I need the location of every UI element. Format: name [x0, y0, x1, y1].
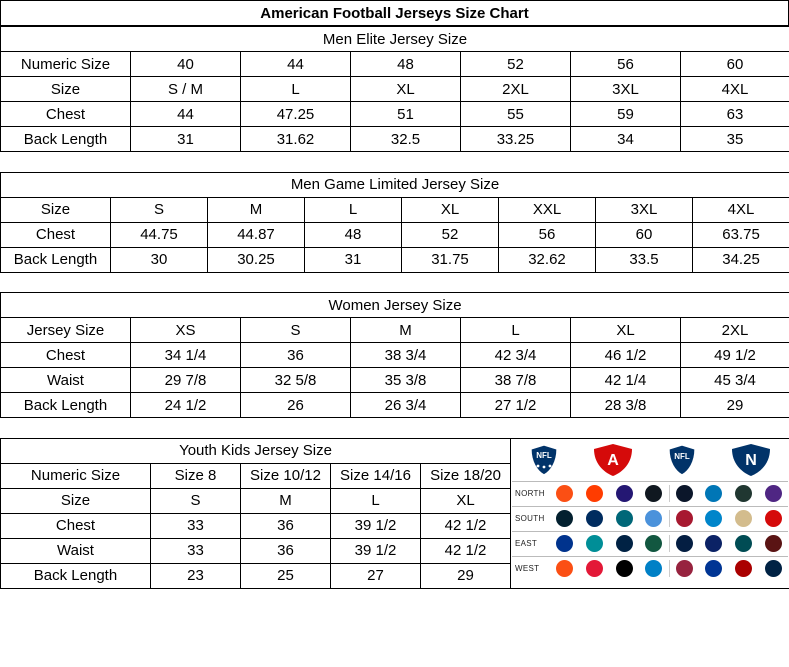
cell: 63.75 [693, 222, 789, 247]
cell: S [241, 318, 351, 343]
cell: XXL [499, 197, 596, 222]
team-logo-lions [705, 485, 722, 502]
cell: 51 [351, 102, 461, 127]
cell: 44.75 [111, 222, 208, 247]
cell: L [241, 77, 351, 102]
cell: 3XL [596, 197, 693, 222]
nfc-west-team-logos [670, 560, 789, 577]
cell: 47.25 [241, 102, 351, 127]
cell: 23 [151, 563, 241, 588]
team-logo-dolphins [586, 535, 603, 552]
cell: 32.5 [351, 127, 461, 152]
cell: M [351, 318, 461, 343]
row-label: Back Length [1, 127, 131, 152]
cell: 2XL [461, 77, 571, 102]
team-logo-texans [556, 510, 573, 527]
cell: XL [421, 488, 511, 513]
division-label: SOUTH [515, 514, 545, 523]
cell: S / M [131, 77, 241, 102]
table-row [1, 102, 789, 127]
cell: 48 [305, 222, 402, 247]
cell: 52 [461, 52, 571, 77]
table-women [0, 292, 789, 438]
cell: 40 [131, 52, 241, 77]
row-label: Chest [1, 513, 151, 538]
division-label: NORTH [515, 489, 545, 498]
cell: 28 3/8 [571, 393, 681, 418]
cell: 60 [596, 222, 693, 247]
team-logo-packers [735, 485, 752, 502]
team-logo-titans [645, 510, 662, 527]
afc-south-team-logos [550, 510, 670, 527]
svg-text:N: N [744, 451, 757, 469]
cell: L [305, 197, 402, 222]
row-label: Chest [1, 343, 131, 368]
cell: XL [571, 318, 681, 343]
table-row [1, 318, 789, 343]
division-row-west [512, 556, 788, 581]
cell: 34 [571, 127, 681, 152]
cell: 31 [305, 247, 402, 272]
team-logo-patriots [616, 535, 633, 552]
afc-west-team-logos [550, 560, 670, 577]
cell: 59 [571, 102, 681, 127]
division-row-north [512, 481, 788, 506]
cell: 36 [241, 538, 331, 563]
cell: Size 18/20 [421, 463, 511, 488]
team-logo-colts [586, 510, 603, 527]
division-label: WEST [515, 564, 540, 573]
table-row [1, 368, 789, 393]
cell: L [461, 318, 571, 343]
table-row [1, 343, 789, 368]
team-logo-falcons [676, 510, 693, 527]
cell: 42 3/4 [461, 343, 571, 368]
cell: 55 [461, 102, 571, 127]
team-logo-chiefs [586, 560, 603, 577]
section-title-youth-kids: Youth Kids Jersey Size [1, 438, 511, 463]
cell: 42 1/4 [571, 368, 681, 393]
team-logo-eagles [735, 535, 752, 552]
cell: 29 7/8 [131, 368, 241, 393]
conference-header-row [512, 443, 788, 481]
team-logo-raiders [616, 560, 633, 577]
cell: Size 10/12 [241, 463, 331, 488]
team-logo-buccaneers [765, 510, 782, 527]
table-row [1, 197, 789, 222]
cell: 31.75 [402, 247, 499, 272]
cell: 36 [241, 343, 351, 368]
cell: 52 [402, 222, 499, 247]
cell: M [208, 197, 305, 222]
cell: 46 1/2 [571, 343, 681, 368]
cell: L [331, 488, 421, 513]
table-men-elite [0, 26, 789, 172]
team-logo-jets [645, 535, 662, 552]
cell: 33.5 [596, 247, 693, 272]
table-youth-kids [0, 438, 789, 589]
team-logo-steelers [645, 485, 662, 502]
cell: XL [402, 197, 499, 222]
row-label: Back Length [1, 393, 131, 418]
row-label: Size [1, 77, 131, 102]
section-title-women: Women Jersey Size [1, 293, 789, 318]
cell: 56 [499, 222, 596, 247]
cell: 38 3/4 [351, 343, 461, 368]
team-logo-saints [735, 510, 752, 527]
row-label: Waist [1, 538, 151, 563]
cell: 3XL [571, 77, 681, 102]
cell: 27 [331, 563, 421, 588]
cell: 26 3/4 [351, 393, 461, 418]
cell: 31 [131, 127, 241, 152]
cell: 48 [351, 52, 461, 77]
table-row [1, 77, 789, 102]
cell: 30.25 [208, 247, 305, 272]
row-label: Size [1, 197, 111, 222]
row-label: Numeric Size [1, 463, 151, 488]
section-title-men-elite: Men Elite Jersey Size [1, 27, 789, 52]
cell: 44 [241, 52, 351, 77]
cell: 42 1/2 [421, 513, 511, 538]
cell: 39 1/2 [331, 513, 421, 538]
cell: 34.25 [693, 247, 789, 272]
cell: 38 7/8 [461, 368, 571, 393]
cell: 42 1/2 [421, 538, 511, 563]
row-label: Chest [1, 222, 111, 247]
cell: 36 [241, 513, 331, 538]
cell: 32 5/8 [241, 368, 351, 393]
team-logo-bears [676, 485, 693, 502]
cell: 4XL [681, 77, 789, 102]
cell: 56 [571, 52, 681, 77]
row-label: Chest [1, 102, 131, 127]
cell: 63 [681, 102, 789, 127]
division-row-east [512, 531, 788, 556]
cell: 32.62 [499, 247, 596, 272]
table-row [1, 222, 789, 247]
row-label: Back Length [1, 247, 111, 272]
cell: 24 1/2 [131, 393, 241, 418]
cell: 29 [421, 563, 511, 588]
cell: 25 [241, 563, 331, 588]
team-logo-cardinals [676, 560, 693, 577]
cell: 4XL [693, 197, 789, 222]
afc-north-team-logos [550, 485, 670, 502]
team-logo-jaguars [616, 510, 633, 527]
division-label: EAST [515, 539, 538, 548]
row-label: Back Length [1, 563, 151, 588]
row-label: Jersey Size [1, 318, 131, 343]
division-row-south [512, 506, 788, 531]
team-logo-broncos [556, 560, 573, 577]
cell: 31.62 [241, 127, 351, 152]
cell: 35 3/8 [351, 368, 461, 393]
team-logo-commanders [765, 535, 782, 552]
team-logo-panthers [705, 510, 722, 527]
cell: 49 1/2 [681, 343, 789, 368]
page-title: American Football Jerseys Size Chart [1, 1, 789, 26]
cell: 26 [241, 393, 351, 418]
cell: M [241, 488, 331, 513]
document-title-table [0, 0, 789, 26]
cell: 27 1/2 [461, 393, 571, 418]
row-label: Waist [1, 368, 131, 393]
cell: S [151, 488, 241, 513]
cell: 2XL [681, 318, 789, 343]
team-logo-browns [586, 485, 603, 502]
cell: XL [351, 77, 461, 102]
section-title-men-game-limited: Men Game Limited Jersey Size [1, 172, 789, 197]
table-row [1, 52, 789, 77]
team-logo-ravens [616, 485, 633, 502]
cell: 34 1/4 [131, 343, 241, 368]
nfl-center-shield-icon [667, 444, 697, 480]
table-row [1, 393, 789, 418]
svg-text:NFL: NFL [535, 450, 552, 460]
cell: 33 [151, 538, 241, 563]
table-row [1, 127, 789, 152]
nfc-south-team-logos [670, 510, 789, 527]
team-logo-bills [556, 535, 573, 552]
nfl-shield-icon [529, 444, 559, 480]
cell: 33 [151, 513, 241, 538]
team-logo-chargers [645, 560, 662, 577]
cell: 60 [681, 52, 789, 77]
team-logo-bengals [556, 485, 573, 502]
cell: 44.87 [208, 222, 305, 247]
table-row [1, 247, 789, 272]
cell: 39 1/2 [331, 538, 421, 563]
team-logo-giants [705, 535, 722, 552]
team-logo-cowboys [676, 535, 693, 552]
nfl-teams-logo-panel [511, 438, 789, 588]
cell: XS [131, 318, 241, 343]
table-men-game-limited [0, 172, 789, 293]
row-label: Size [1, 488, 151, 513]
team-logo-49ers [735, 560, 752, 577]
svg-text:A: A [606, 451, 619, 469]
cell: S [111, 197, 208, 222]
cell: 33.25 [461, 127, 571, 152]
team-logo-seahawks [765, 560, 782, 577]
cell: 45 3/4 [681, 368, 789, 393]
team-logo-rams [705, 560, 722, 577]
afc-conference-icon [592, 443, 634, 481]
cell: 35 [681, 127, 789, 152]
nfc-east-team-logos [670, 535, 789, 552]
cell: 44 [131, 102, 241, 127]
cell: Size 14/16 [331, 463, 421, 488]
nfc-conference-icon [730, 443, 772, 481]
cell: Size 8 [151, 463, 241, 488]
team-logo-vikings [765, 485, 782, 502]
svg-text:NFL: NFL [673, 451, 690, 461]
cell: 30 [111, 247, 208, 272]
cell: 29 [681, 393, 789, 418]
afc-east-team-logos [550, 535, 670, 552]
row-label: Numeric Size [1, 52, 131, 77]
nfc-north-team-logos [670, 485, 789, 502]
